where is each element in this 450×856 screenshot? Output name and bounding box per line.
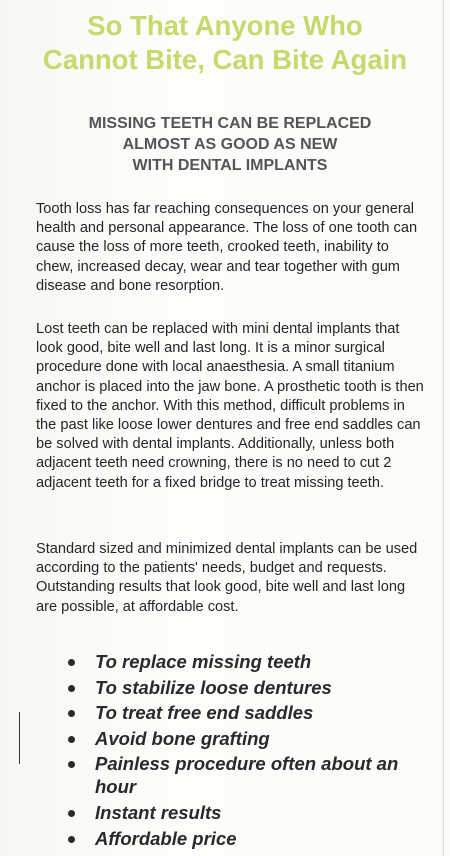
benefit-item [62, 727, 442, 750]
benefit-text: To stabilize loose dentures [95, 676, 332, 698]
subtitle-line-2: ALMOST AS GOOD AS NEW [122, 136, 338, 153]
bullet-dot-icon [68, 736, 75, 743]
main-title-line-1: So That Anyone Who [87, 10, 363, 41]
benefit-text: To treat free end saddles [95, 702, 314, 724]
bullet-dot-icon [68, 836, 75, 843]
benefit-text: To replace missing teeth [95, 651, 312, 672]
benefit-item [62, 676, 442, 699]
page-edge-right [443, 0, 444, 856]
page-edge-left [19, 712, 20, 764]
benefit-item [62, 827, 442, 850]
subtitle [40, 113, 420, 176]
benefit-item [62, 650, 442, 673]
paragraph-mini-implants: Lost teeth can be replaced with mini dental implants that look good, bite well and last long. It is a minor surgical procedure done with local anaesthesia. A small titanium anchor is placed into the jaw bone. A prosthetic tooth is then fixed to the anchor. With this method, difficult problems in the past like loose lower dentures and free end saddles can be solved with dental implants. Additionally, unless both adjacent teeth need crowning, there is no need to cut 2 adjacent teeth for a fixed bridge to treat missing teeth. [36, 321, 424, 491]
benefit-item [62, 701, 442, 724]
bullet-dot-icon [68, 685, 75, 692]
main-title [0, 9, 450, 77]
benefit-text: Affordable price [95, 827, 237, 849]
benefit-text: Instant results [95, 801, 222, 823]
bullet-dot-icon [68, 761, 75, 768]
bullet-dot-icon [68, 710, 75, 717]
subtitle-line-3: WITH DENTAL IMPLANTS [132, 157, 328, 174]
benefits-list [62, 650, 442, 852]
bullet-dot-icon [68, 810, 75, 817]
benefit-item [62, 752, 442, 798]
subtitle-line-1: MISSING TEETH CAN BE REPLACED [88, 115, 372, 132]
bullet-dot-icon [68, 659, 75, 666]
benefit-text: Avoid bone grafting [95, 727, 270, 749]
benefit-item [62, 801, 442, 824]
paragraph-tooth-loss: Tooth loss has far reaching consequences on your general health and personal appearance. The loss of one tooth can cause the loss of more teeth, crooked teeth, inability to chew, increased decay, wear and tear together with gum disease and bone resorption. [36, 201, 418, 294]
main-title-line-2: Cannot Bite, Can Bite Again [42, 44, 408, 75]
benefit-text: Painless procedure often about an hour [95, 753, 399, 798]
paragraph-standard-implants: Standard sized and minimized dental implants can be used according to the patients' needs, budget and requests. Outstanding results that look good, bite well and last long are possible, at affordable cost. [36, 541, 418, 615]
